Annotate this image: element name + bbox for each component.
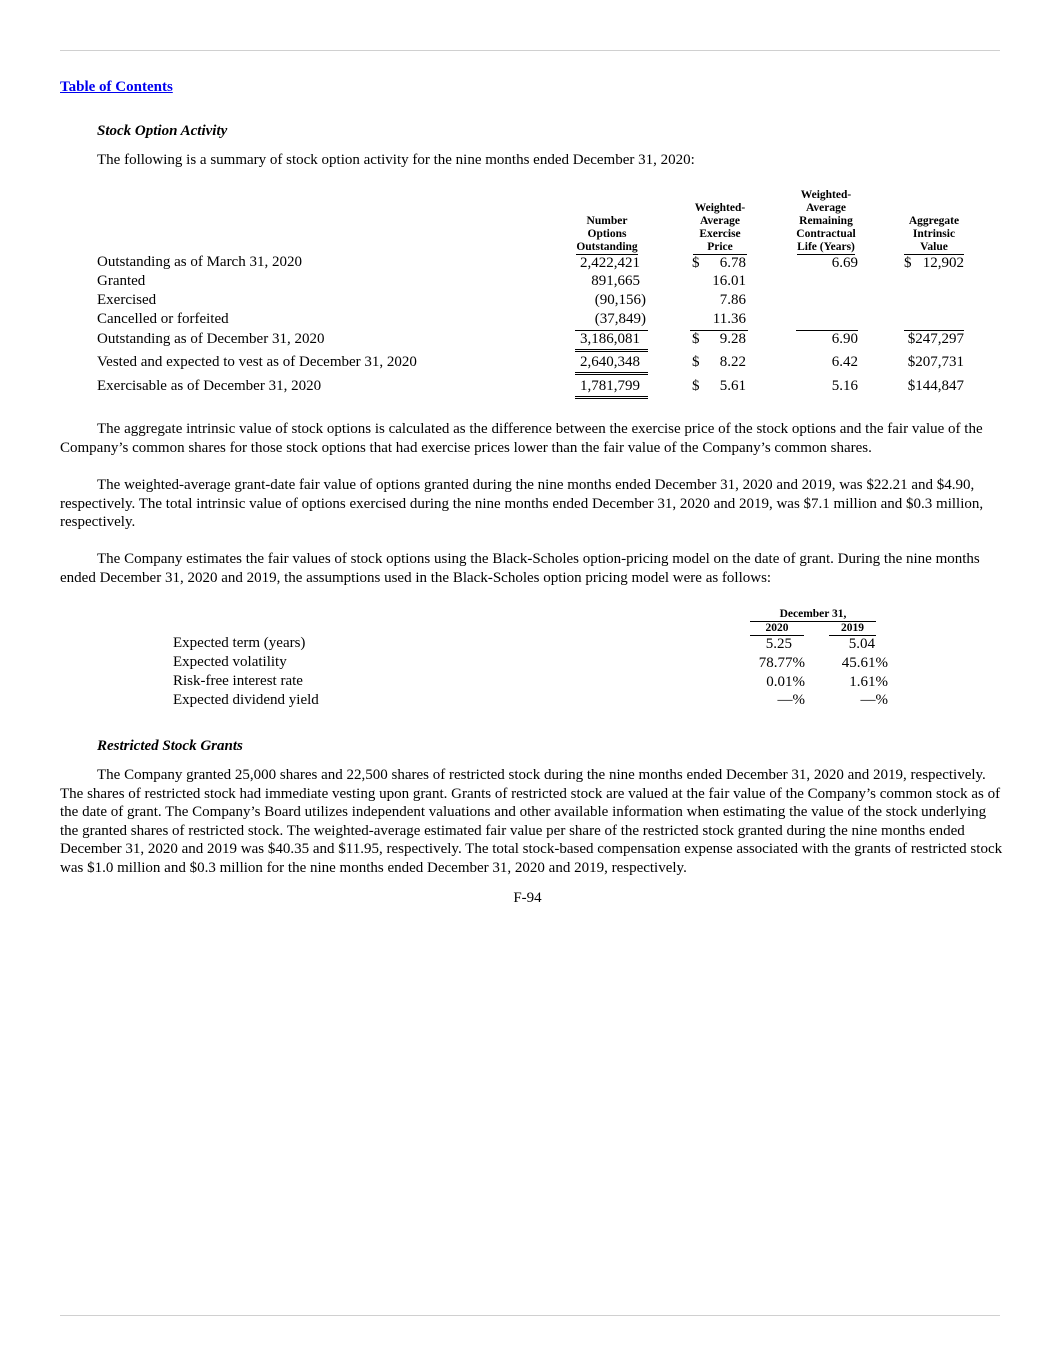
table-of-contents-link[interactable]: Table of Contents <box>60 79 173 95</box>
row-life: 6.69 <box>831 255 858 271</box>
row-number: (37,849) <box>594 311 646 327</box>
weighted-average-paragraph: The weighted-average grant-date fair value of options granted during the nine months ended December 31, 2020 and 2019, was $22.21 and $4.90, respectively. The total intrinsic value of options exercised during the nine months ended December 31, 2020 and 2019, was $7.1 million and $0.3 million, respectively. <box>60 477 984 530</box>
row-label: Cancelled or forfeited <box>97 311 229 327</box>
intrinsic-value-paragraph: The aggregate intrinsic value of stock options is calculated as the difference between the exercise price of the stock options and the fair value of the Company’s common shares for those stock options that had exercise prices lower than the fair value of the Company’s common shares. <box>60 421 983 456</box>
row-life: 6.90 <box>831 331 858 347</box>
assumptions-group-header: December 31, <box>750 608 876 622</box>
row-label: Exercisable as of December 31, 2020 <box>97 378 322 394</box>
row-value: 12,902 <box>922 255 964 271</box>
row-label: Vested and expected to vest as of December 31, 2020 <box>97 354 417 370</box>
restricted-stock-paragraph: The Company granted 25,000 shares and 22,500 shares of restricted stock during the nine months ended December 31, 2020 and 2019, respectively. The shares of restricted stock had immediate vesting upon grant. Grants of restricted stock are valued at the fair value of the Company’s common stock as of the date of grant. The Company’s Board utilizes independent valuations and other available information when estimating the value of the stock underlying the granted shares of restricted stock. The weighted-average estimated fair value per share of the restricted stock granted during the nine months ended December 31, 2020 and 2019 was $40.35 and $11.95, respectively. The total stock-based compensation expense associated with the grants of restricted stock was $1.0 million and $0.3 million for the nine months ended December 31, 2020 and 2019, respectively. <box>60 767 1003 876</box>
assumption-label: Expected volatility <box>173 654 287 670</box>
assumption-label: Risk-free interest rate <box>173 673 303 689</box>
row-price-dollar: $ <box>692 378 700 394</box>
row-price: 9.28 <box>719 331 746 347</box>
row-price-dollar: $ <box>692 331 700 347</box>
row-label: Outstanding as of December 31, 2020 <box>97 331 325 347</box>
row-price: 7.86 <box>719 292 746 308</box>
row-price: 11.36 <box>712 311 746 327</box>
row-price-dollar: $ <box>692 354 700 370</box>
assumption-2020: 78.77% <box>758 655 805 671</box>
row-life: 5.16 <box>831 378 858 394</box>
total-double-rule <box>575 372 648 375</box>
assumptions-year-2019: 2019 <box>829 622 876 636</box>
assumption-2019: 1.61% <box>849 674 888 690</box>
page-number: F-94 <box>513 890 542 906</box>
row-label: Exercised <box>97 292 157 308</box>
bottom-rule <box>60 1315 1000 1316</box>
assumption-2019: 5.04 <box>848 636 875 652</box>
row-label: Outstanding as of March 31, 2020 <box>97 254 302 270</box>
row-number: 3,186,081 <box>580 331 640 347</box>
row-number: 2,422,421 <box>580 255 640 271</box>
top-rule <box>60 50 1000 51</box>
total-double-rule <box>575 396 648 399</box>
col-header-price: Weighted- Average Exercise Price <box>694 202 746 253</box>
assumption-label: Expected term (years) <box>173 635 306 651</box>
restricted-stock-heading: Restricted Stock Grants <box>97 738 243 754</box>
assumption-2019: —% <box>860 692 888 708</box>
assumption-2019: 45.61% <box>841 655 888 671</box>
row-value: $144,847 <box>907 378 964 394</box>
assumption-2020: 0.01% <box>766 674 805 690</box>
row-value: $247,297 <box>907 331 964 347</box>
row-price-dollar: $ <box>692 255 700 271</box>
col-header-value: Aggregate Intrinsic Value <box>894 215 974 255</box>
total-double-rule <box>575 349 648 352</box>
row-price: 16.01 <box>712 273 746 289</box>
assumption-2020: —% <box>777 692 805 708</box>
col-header-life: Weighted- Average Remaining Contractual Life (Years) <box>796 189 856 253</box>
col-header-number: Number Options Outstanding <box>576 215 638 253</box>
row-number: 2,640,348 <box>580 354 640 370</box>
row-price: 8.22 <box>719 354 746 370</box>
stock-option-heading: Stock Option Activity <box>97 123 228 139</box>
assumption-2020: 5.25 <box>765 636 792 652</box>
assumption-label: Expected dividend yield <box>173 692 319 708</box>
row-value-dollar: $ <box>904 255 912 271</box>
row-label: Granted <box>97 273 146 289</box>
stock-option-intro: The following is a summary of stock option activity for the nine months ended December 31, 2020: <box>97 152 695 168</box>
row-number: 891,665 <box>591 273 640 289</box>
row-life: 6.42 <box>831 354 858 370</box>
row-number: (90,156) <box>594 292 646 308</box>
row-number: 1,781,799 <box>580 378 640 394</box>
row-value: $207,731 <box>907 354 964 370</box>
black-scholes-paragraph: The Company estimates the fair values of stock options using the Black-Scholes option-pricing model on the date of grant. During the nine months ended December 31, 2020 and 2019, the assumptions used in the Black-Scholes option pricing model were as follows: <box>60 551 980 586</box>
row-price: 6.78 <box>719 255 746 271</box>
row-price: 5.61 <box>719 378 746 394</box>
assumptions-year-2020: 2020 <box>750 622 804 636</box>
